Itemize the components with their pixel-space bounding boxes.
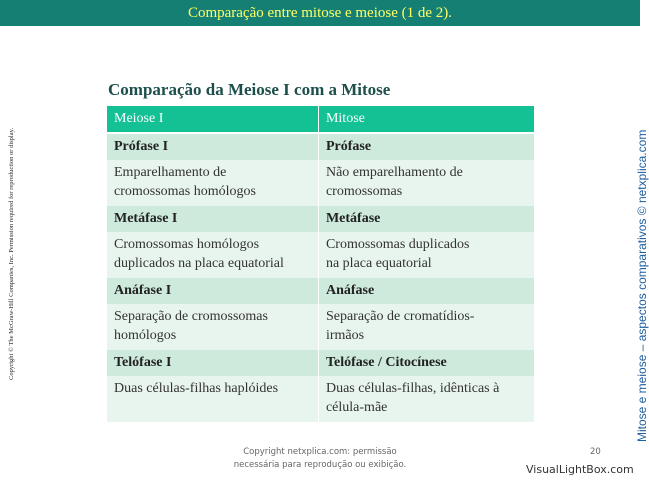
table-cell: Emparelhamento de cromossomas homólogos	[107, 160, 318, 206]
table-row-description	[107, 232, 534, 278]
table-cell: Separação de cromatídios- irmãos	[318, 304, 534, 350]
footer-copyright	[230, 446, 410, 472]
slide-header-title: Comparação entre mitose e meiose (1 de 2).	[187, 4, 453, 21]
watermark: VisualLightBox.com	[526, 463, 634, 476]
table-row-description	[107, 160, 534, 206]
table-row-phase	[107, 278, 534, 304]
comparison-table	[107, 106, 534, 422]
table-cell: Duas células-filhas haplóides	[107, 376, 318, 422]
page-number: 20	[590, 447, 601, 457]
table-cell: Duas células-filhas, idênticas à célula-mãe	[318, 376, 534, 422]
header-mitose: Mitose	[318, 106, 534, 133]
table-cell: Prófase I	[107, 133, 318, 160]
table-row-description	[107, 304, 534, 350]
table-cell: Telófase / Citocínese	[318, 350, 534, 376]
table-row-phase	[107, 350, 534, 376]
table-cell: Cromossomas homólogos duplicados na placa equatorial	[107, 232, 318, 278]
footer-line-1: Copyright netxplica.com: permissão	[243, 447, 397, 457]
footer-line-2: necessária para reprodução ou exibição.	[233, 460, 407, 470]
table-header-row	[107, 106, 534, 133]
table-cell: Não emparelhamento de cromossomas	[318, 160, 534, 206]
table-cell: Cromossomas duplicados na placa equatorial	[318, 232, 534, 278]
top-title-bar	[0, 0, 640, 26]
table-row-phase	[107, 206, 534, 232]
slide-title: Comparação da Meiose I com a Mitose	[108, 80, 391, 99]
header-meiose: Meiose I	[107, 106, 318, 133]
table-cell: Metáfase I	[107, 206, 318, 232]
table-cell: Telófase I	[107, 350, 318, 376]
right-vertical-caption: Mitose e meiose – aspectos comparativos © netxplica.com	[635, 129, 649, 442]
table-cell: Anáfase	[318, 278, 534, 304]
table-row-description	[107, 376, 534, 422]
table-cell: Metáfase	[318, 206, 534, 232]
table-cell: Anáfase I	[107, 278, 318, 304]
left-copyright-notice: Copyright © The McGraw-Hill Companies, Inc. Permission required for reproduction or display.	[8, 127, 15, 380]
table-cell: Prófase	[318, 133, 534, 160]
table-cell: Separação de cromossomas homólogos	[107, 304, 318, 350]
table-row-phase	[107, 133, 534, 160]
